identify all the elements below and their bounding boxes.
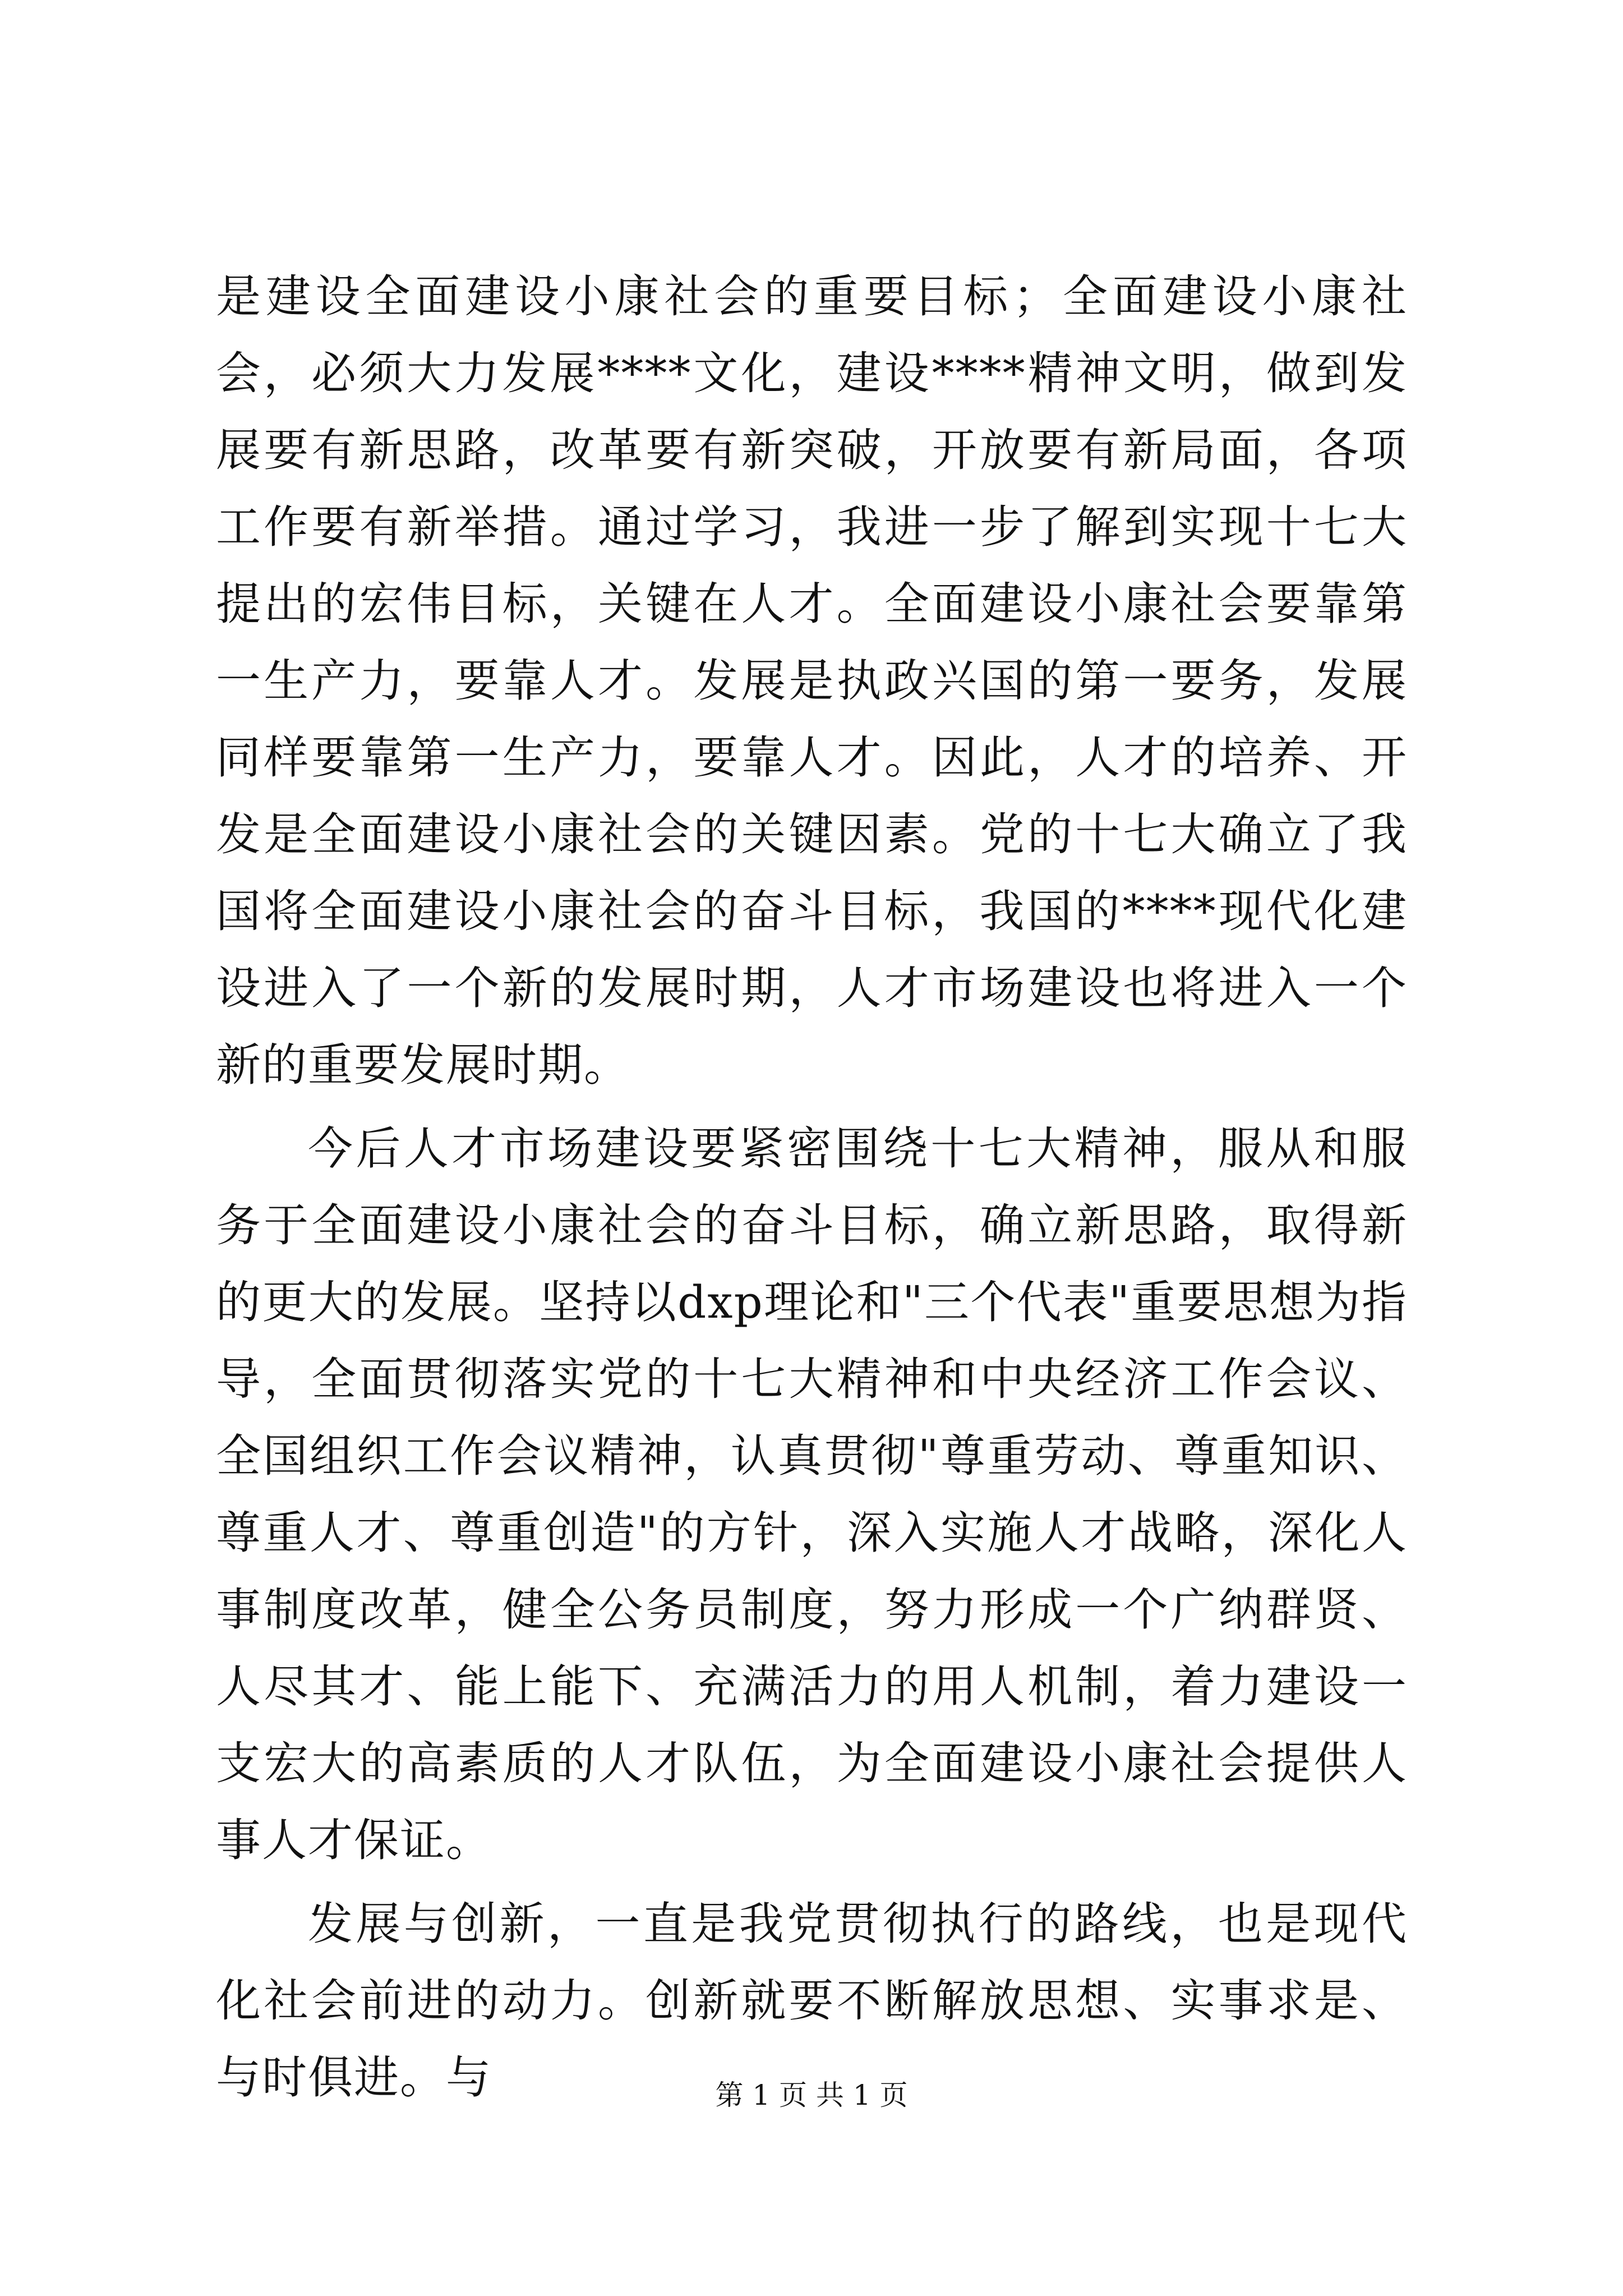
page-footer: 第 1 页 共 1 页 bbox=[715, 2079, 908, 2111]
paragraph-2: 今后人才市场建设要紧密围绕十七大精神，服从和服务于全面建设小康社会的奋斗目标，确立新思路，取得新的更大的发展。坚持以dxp理论和"三个代表"重要思想为指导，全面贯彻落实党的十七大精神和中央经济工作会议、全国组织工作会议精神，认真贯彻"尊重劳动、尊重知识、尊重人才、尊重创造"的方针，深入实施人才战略，深化人事制度改革，健全公务员制度，努力形成一个广纳群贤、人尽其才、能上能下、充满活力的用人机制，着力建设一支宏大的高素质的人才队伍，为全面建设小康社会提供人事人才保证。 bbox=[216, 1122, 1408, 1866]
paragraph-3: 发展与创新，一直是我党贯彻执行的路线，也是现代化社会前进的动力。创新就要不断解放思想、实事求是、与时俱进。与 bbox=[216, 1898, 1408, 2104]
paragraph-1: 是建设全面建设小康社会的重要目标；全面建设小康社会，必须大力发展****文化，建设****精神文明，做到发展要有新思路，改革要有新突破，开放要有新局面，各项工作要有新举措。通过学习，我进一步了解到实现十七大提出的宏伟目标，关键在人才。全面建设小康社会要靠第一生产力，要靠人才。发展是执政兴国的第一要务，发展同样要靠第一生产力，要靠人才。因此，人才的培养、开发是全面建设小康社会的关键因素。党的十七大确立了我国将全面建设小康社会的奋斗目标，我国的****现代化建设进入了一个新的发展时期，人才市场建设也将进入一个新的重要发展时期。 bbox=[216, 270, 1408, 1091]
document-body bbox=[216, 258, 1408, 2116]
